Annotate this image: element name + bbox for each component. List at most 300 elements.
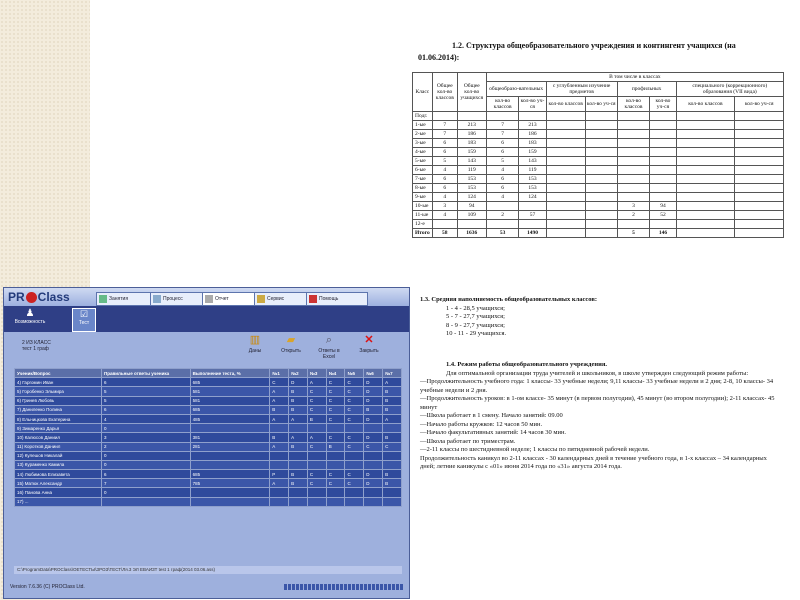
value-cell: 159	[519, 148, 546, 157]
grid-row[interactable]	[15, 405, 402, 414]
value-cell	[676, 112, 735, 121]
grid-row[interactable]	[15, 479, 402, 488]
grid-cell: 11) Коротков Даниил	[15, 442, 102, 451]
value-cell	[676, 166, 735, 175]
value-cell	[650, 139, 676, 148]
value-cell	[457, 112, 486, 121]
grid-cell	[326, 488, 345, 497]
value-cell	[546, 193, 585, 202]
value-cell: 5	[617, 229, 650, 238]
value-cell: 124	[457, 193, 486, 202]
grid-cell: C	[345, 442, 364, 451]
open-button[interactable]: ▰ Открыть	[276, 334, 306, 354]
grid-cell	[307, 497, 326, 506]
value-cell: 143	[519, 157, 546, 166]
class-cell: 12-е	[413, 220, 433, 229]
app-titlebar	[4, 288, 409, 306]
value-cell	[585, 148, 617, 157]
grid-cell: 10) Калюсов Даниил	[15, 433, 102, 442]
value-cell	[676, 157, 735, 166]
value-cell	[432, 112, 457, 121]
section-heading	[418, 40, 778, 64]
value-cell	[546, 157, 585, 166]
value-cell	[617, 175, 650, 184]
grid-row[interactable]	[15, 460, 402, 469]
grid-cell: 6	[102, 405, 191, 414]
heading-line1: 1.2. Структура общеобразовательного учреждения и контингент учащихся (на	[452, 41, 736, 50]
value-cell	[735, 220, 784, 229]
grid-header-cell[interactable]: Правильные ответы ученика	[102, 369, 191, 378]
grid-cell	[345, 460, 364, 469]
table-row	[413, 130, 784, 139]
grid-cell: 0	[102, 488, 191, 497]
grid-row[interactable]	[15, 414, 402, 423]
results-grid	[14, 368, 402, 507]
value-cell: 7	[486, 121, 519, 130]
sub-header: кол-во классов	[617, 97, 650, 112]
value-cell: 124	[519, 193, 546, 202]
grid-cell	[383, 497, 402, 506]
grid-cell: 5	[102, 387, 191, 396]
grid-cell	[102, 497, 191, 506]
class-cell: 4-ые	[413, 148, 433, 157]
grid-cell: A	[270, 396, 289, 405]
grid-row[interactable]	[15, 470, 402, 479]
value-cell	[617, 157, 650, 166]
grid-cell: B	[289, 479, 308, 488]
grid-cell	[289, 451, 308, 460]
grid-row[interactable]	[15, 451, 402, 460]
tab-help[interactable]: Помощь	[306, 292, 368, 306]
grid-cell	[326, 497, 345, 506]
grid-cell: 2	[102, 442, 191, 451]
grid-cell: A	[383, 414, 402, 423]
file-path-status: C:\ProgramData\PROClass\ОЕТЕСТЫ\ЗРОЗ\ТЕСТ\Ля.3 ЭЛ ЕВАИЗТ test 1 граф(2014 03.06.ass)	[14, 566, 402, 574]
grid-cell: D	[364, 433, 383, 442]
grid-cell: C	[345, 470, 364, 479]
grid-cell: C	[345, 479, 364, 488]
header-class: Класс	[413, 73, 433, 112]
grid-cell: D	[364, 414, 383, 423]
grid-row[interactable]	[15, 442, 402, 451]
grid-cell	[326, 460, 345, 469]
grid-cell: C	[326, 405, 345, 414]
grid-cell	[364, 460, 383, 469]
dash-bullet: —	[420, 420, 427, 428]
value-cell	[676, 175, 735, 184]
grid-cell: C	[345, 405, 364, 414]
value-cell: 6	[486, 184, 519, 193]
grid-cell: 15) Матюк Александр	[15, 479, 102, 488]
grid-cell	[345, 451, 364, 460]
table-row	[413, 193, 784, 202]
value-cell	[585, 184, 617, 193]
value-cell: 213	[519, 121, 546, 130]
grid-row[interactable]	[15, 387, 402, 396]
value-cell	[676, 202, 735, 211]
value-cell	[585, 202, 617, 211]
value-cell: 6	[432, 184, 457, 193]
value-cell: 183	[519, 139, 546, 148]
grid-cell: C	[326, 470, 345, 479]
grid-cell: B	[307, 414, 326, 423]
sub-header: кол-во классов	[486, 97, 519, 112]
grid-cell	[270, 488, 289, 497]
table-row	[413, 121, 784, 130]
value-cell: 3	[432, 202, 457, 211]
dash-bullet: —	[420, 446, 427, 453]
grid-cell: A	[289, 414, 308, 423]
grid-cell	[345, 488, 364, 497]
value-cell	[546, 148, 585, 157]
class-cell: Итого	[413, 229, 433, 238]
value-cell: 4	[486, 193, 519, 202]
grid-header-cell[interactable]: Ученик/Вопрос	[15, 369, 102, 378]
value-cell	[735, 112, 784, 121]
value-cell	[676, 139, 735, 148]
mode-list-item	[420, 446, 780, 455]
folder-icon: ▰	[286, 334, 296, 346]
grid-cell: B	[289, 396, 308, 405]
mode-list-item	[420, 412, 780, 421]
grid-cell	[364, 424, 383, 433]
grid-cell: B	[383, 479, 402, 488]
section-title: 1.3. Средняя наполняемость общеобразовательных классов:	[420, 296, 598, 303]
class-cell: 6-ые	[413, 166, 433, 175]
mode-list-text: Школа работает в 1 смену. Начало занятий: 09.00	[426, 412, 563, 419]
grid-cell: 381	[190, 433, 270, 442]
value-cell	[735, 184, 784, 193]
section-title: 1.4. Режим работы общеобразовательного учреждения.	[446, 361, 607, 368]
value-cell	[650, 166, 676, 175]
grid-cell: C	[307, 442, 326, 451]
report-title: 2 ИЗ КЛАСС тест 1 граф	[22, 340, 51, 352]
grid-header-row	[15, 369, 402, 378]
value-cell: 6	[486, 175, 519, 184]
avg-line: 5 - 7 - 27,7 учащихся;	[446, 313, 505, 320]
value-cell	[735, 157, 784, 166]
tab-service[interactable]: Сервис	[254, 292, 316, 306]
grid-cell	[364, 497, 383, 506]
app-logo: PR Class	[8, 290, 70, 304]
value-cell	[617, 166, 650, 175]
grid-cell: C	[345, 396, 364, 405]
value-cell	[617, 112, 650, 121]
dash-bullet: —	[420, 412, 427, 419]
grid-cell	[289, 460, 308, 469]
grid-cell: C	[326, 396, 345, 405]
close-button[interactable]: ✕ Закрыть	[354, 334, 384, 354]
grid-cell: C	[307, 470, 326, 479]
grid-cell: D	[364, 396, 383, 405]
value-cell: 7	[486, 130, 519, 139]
grid-cell	[190, 424, 270, 433]
grid-cell: C	[345, 378, 364, 387]
sub-header: кол-во уч-ся	[650, 97, 676, 112]
grid-cell: 6	[102, 470, 191, 479]
intro-text: Для оптимальной организации труда учителей и школьников, в школе утвержден следующий режим работы:	[446, 369, 749, 377]
value-cell: 6	[432, 148, 457, 157]
value-cell	[585, 157, 617, 166]
grid-cell: C	[307, 479, 326, 488]
table-row	[413, 139, 784, 148]
value-cell: 94	[650, 202, 676, 211]
value-cell	[617, 148, 650, 157]
header-group-profile: профильных	[617, 82, 676, 97]
table-row	[413, 166, 784, 175]
value-cell: 119	[519, 166, 546, 175]
grid-cell: C	[326, 433, 345, 442]
grid-cell: 6) Гринев Любовь	[15, 396, 102, 405]
grid-cell	[190, 488, 270, 497]
value-cell	[546, 166, 585, 175]
avg-line: 1 - 4 - 28,5 учащихся;	[446, 304, 505, 312]
table-row	[413, 211, 784, 220]
value-cell	[676, 220, 735, 229]
header-total-pupils: Общее кол-во учащихся	[457, 73, 486, 112]
grid-cell: A	[270, 387, 289, 396]
mode-list-text: Начало факультативных занятий: 14 часов 30 мин.	[426, 429, 567, 436]
grid-cell	[345, 497, 364, 506]
class-cell: 2-ые	[413, 130, 433, 139]
grid-header-cell[interactable]: №4	[326, 369, 345, 378]
grid-cell	[190, 460, 270, 469]
value-cell	[617, 130, 650, 139]
grid-cell	[270, 424, 289, 433]
value-cell: 1636	[457, 229, 486, 238]
grid-cell	[383, 460, 402, 469]
tab-lessons[interactable]: Занятия	[96, 292, 160, 306]
grid-cell: 13) Кураменко Камила	[15, 460, 102, 469]
sub-header: кол-во уч-ся	[520, 98, 545, 110]
value-cell: 143	[457, 157, 486, 166]
grid-cell	[307, 488, 326, 497]
value-cell	[735, 130, 784, 139]
grid-cell: C	[326, 479, 345, 488]
grid-cell	[383, 488, 402, 497]
section-average-fill	[420, 296, 780, 339]
excel-export-button[interactable]: ⌕ Ответы в Excel	[314, 334, 344, 360]
grid-cell: D	[364, 378, 383, 387]
mode-list-text: Начало работы кружков: 12 часов 50 мин.	[426, 420, 543, 428]
magnifier-icon: ⌕	[325, 334, 333, 346]
header-total-classes: Общее кол-во классов	[432, 73, 457, 112]
value-cell	[546, 202, 585, 211]
value-cell: 53	[486, 229, 519, 238]
grid-cell: 0	[102, 424, 191, 433]
grid-cell: 4) Гаргомин Иван	[15, 378, 102, 387]
grid-cell: C	[307, 405, 326, 414]
grid-cell: 0	[102, 451, 191, 460]
value-cell	[650, 130, 676, 139]
grid-cell: B	[383, 405, 402, 414]
value-cell: 7	[432, 130, 457, 139]
grid-row[interactable]	[15, 424, 402, 433]
grid-cell: 12) Кулешов Никалай	[15, 451, 102, 460]
grid-header-cell[interactable]: №5	[345, 369, 364, 378]
value-cell	[650, 148, 676, 157]
dash-bullet: —	[420, 437, 427, 445]
checklist-icon: ☑	[79, 309, 89, 319]
value-cell: 3	[617, 202, 650, 211]
sub-header: кол-во классов	[546, 97, 585, 112]
value-cell	[519, 202, 546, 211]
grid-cell: B	[383, 396, 402, 405]
value-cell: 119	[457, 166, 486, 175]
mode-list-item	[420, 378, 780, 395]
grid-cell: A	[383, 378, 402, 387]
grid-cell: A	[307, 378, 326, 387]
grid-cell: 581	[190, 387, 270, 396]
value-cell: 6	[432, 139, 457, 148]
grid-cell: B	[289, 387, 308, 396]
class-cell: 5-ые	[413, 157, 433, 166]
grid-cell: C	[364, 442, 383, 451]
grid-cell: A	[270, 414, 289, 423]
grid-cell: 9) Зимаренко Дарья	[15, 424, 102, 433]
value-cell: 153	[457, 184, 486, 193]
toolbar-possibility-button[interactable]: ♟ Возможность	[10, 308, 50, 330]
dash-bullet: —	[420, 429, 427, 436]
table-row	[413, 112, 784, 121]
grid-cell: A	[307, 433, 326, 442]
sub-header: кол-во уч-ся	[585, 97, 617, 112]
header-group-special: специального (коррекционного) образования (VII вида)	[676, 82, 783, 97]
grid-header-cell[interactable]: Выполнение теста, %	[190, 369, 270, 378]
grid-cell: 17) ...	[15, 497, 102, 506]
value-cell	[650, 157, 676, 166]
value-cell	[617, 121, 650, 130]
value-cell	[486, 202, 519, 211]
grid-header-cell[interactable]: №6	[364, 369, 383, 378]
total-row	[413, 229, 784, 238]
value-cell	[519, 220, 546, 229]
value-cell: 4	[486, 166, 519, 175]
grid-header-cell[interactable]: №3	[307, 369, 326, 378]
value-cell: 5	[486, 157, 519, 166]
value-cell: 4	[432, 166, 457, 175]
grid-cell: P	[270, 470, 289, 479]
value-cell	[617, 193, 650, 202]
value-cell	[585, 211, 617, 220]
value-cell	[735, 211, 784, 220]
value-cell	[546, 175, 585, 184]
grid-cell: 7	[102, 479, 191, 488]
grid-row[interactable]	[15, 488, 402, 497]
value-cell: 7	[432, 121, 457, 130]
grid-cell: C	[345, 414, 364, 423]
value-cell: 52	[650, 211, 676, 220]
holidays-text: Продолжительность каникул во 2-11 классах - 30 календарных дней в течение учебного года, в 1-х классах – 34 календарных дней; летние каникулы с «01» июня 2014 года по «31» августа 2014 года.	[420, 454, 767, 470]
grid-cell	[289, 497, 308, 506]
value-cell: 2	[486, 211, 519, 220]
value-cell: 57	[519, 211, 546, 220]
grid-cell	[190, 497, 270, 506]
grid-cell	[270, 451, 289, 460]
grid-cell: 5) Горобенко Эльмира	[15, 387, 102, 396]
value-cell	[617, 220, 650, 229]
grid-cell: C	[383, 442, 402, 451]
grid-cell: 8) Ельницкова Екатерина	[15, 414, 102, 423]
value-cell: 109	[457, 211, 486, 220]
grid-row[interactable]	[15, 396, 402, 405]
grid-cell: B	[364, 405, 383, 414]
grid-header-cell[interactable]: №7	[383, 369, 402, 378]
grid-cell	[289, 424, 308, 433]
grid-cell	[270, 460, 289, 469]
value-cell	[735, 139, 784, 148]
value-cell	[676, 121, 735, 130]
grid-cell: D	[364, 479, 383, 488]
grid-cell: 3	[102, 433, 191, 442]
class-cell: Подг.	[413, 112, 433, 121]
mode-list-text: 2-11 классы по шестидневной неделе; 1 классы по пятидневной рабочей недели.	[426, 446, 650, 453]
grid-row[interactable]	[15, 433, 402, 442]
value-cell	[432, 220, 457, 229]
value-cell	[486, 112, 519, 121]
grid-cell	[270, 497, 289, 506]
tab-process[interactable]: Процесс	[150, 292, 212, 306]
header-including: В том числе в классах	[486, 73, 783, 82]
value-cell	[519, 112, 546, 121]
value-cell	[676, 130, 735, 139]
class-cell: 8-ые	[413, 184, 433, 193]
table-row	[413, 148, 784, 157]
grid-cell: B	[383, 433, 402, 442]
grid-cell: A	[270, 479, 289, 488]
mode-list-item	[420, 429, 780, 438]
value-cell: 6	[486, 139, 519, 148]
data-button[interactable]: ▥ Даны	[240, 334, 270, 354]
grid-cell: B	[289, 405, 308, 414]
grid-cell: B	[326, 442, 345, 451]
value-cell: 146	[650, 229, 676, 238]
value-cell	[650, 184, 676, 193]
grid-row[interactable]	[15, 378, 402, 387]
grid-cell: 16) Панова Анна	[15, 488, 102, 497]
value-cell	[585, 121, 617, 130]
sub-header: кол-во классов	[676, 97, 735, 112]
grid-cell: 785	[190, 479, 270, 488]
value-cell: 153	[519, 175, 546, 184]
grid-row[interactable]	[15, 497, 402, 506]
grid-cell: 685	[190, 405, 270, 414]
grid-cell	[364, 488, 383, 497]
value-cell	[735, 148, 784, 157]
value-cell: 6	[432, 175, 457, 184]
value-cell: 5	[432, 157, 457, 166]
value-cell	[585, 193, 617, 202]
tab-report[interactable]: Отчет	[202, 292, 264, 306]
table-row	[413, 202, 784, 211]
grid-cell	[364, 451, 383, 460]
grid-header-cell[interactable]: №2	[289, 369, 308, 378]
grid-cell: B	[270, 405, 289, 414]
mode-list-text: Продолжительность уроков: в 1-ом классе- 35 минут (в первом полугодии), 45 минут (во втором полугодии); 2-11 классах- 45 минут	[420, 395, 775, 411]
value-cell: 6	[486, 148, 519, 157]
value-cell	[546, 211, 585, 220]
grid-cell: 6	[102, 378, 191, 387]
grid-cell: 14) Любимова Елизавета	[15, 470, 102, 479]
mode-list-item	[420, 421, 780, 430]
dash-bullet: —	[420, 395, 427, 402]
toolbar-test-button[interactable]: ☑ Тест	[72, 308, 96, 332]
value-cell	[585, 175, 617, 184]
grid-cell: C	[326, 387, 345, 396]
grid-header-cell[interactable]: №1	[270, 369, 289, 378]
grid-cell	[345, 424, 364, 433]
grid-cell: 685	[190, 378, 270, 387]
